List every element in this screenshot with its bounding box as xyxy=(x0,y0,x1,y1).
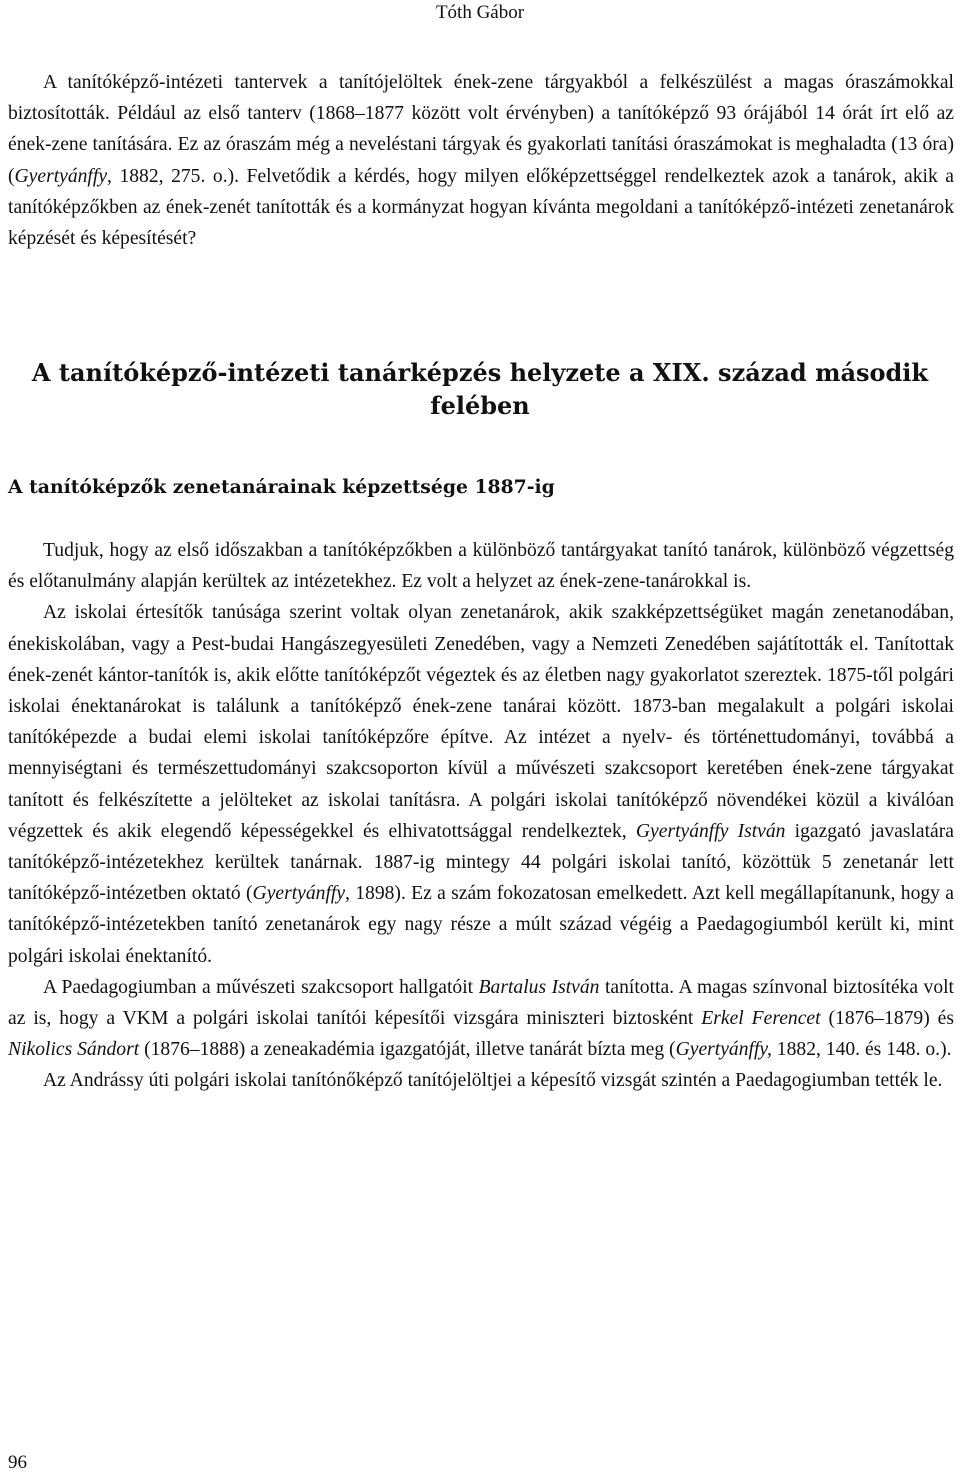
running-header: Tóth Gábor xyxy=(435,2,525,23)
section-title: A tanítóképző-intézeti tanárképzés helyzete a XIX. század második felében xyxy=(31,358,929,420)
intro-paragraph: A tanítóképző-intézeti tantervek a tanítójelöltek ének-zene tárgyakból a felkészülést a magas óraszámokkal biztosították. Például az első tanterv (1868–1877 között volt érvényben) a tanítóképző 93 órájából 14 órát írt elő az ének-zene tanítására. Ez az óraszám még a neveléstani tárgyak és gyakorlati tanítási óraszámokat is meghaladta (13 óra) (Gyertyánffy, 1882, 275. o.). Felvetődik a kérdés, hogy milyen előképzettséggel rendelkeztek azok a tanárok, akik a tanítóképzőkben az ének-zenét tanították és a kormányzat hogyan kívánta megoldani a tanítóképző-intézeti zenetanárok képzését és képesítését? xyxy=(8,72,954,250)
body-paragraph-1: Tudjuk, hogy az első időszakban a tanítóképzőkben a különböző tantárgyakat tanító tanárok, különböző végzettség és előtanulmány alapján kerültek az intézetekhez. Ez volt a helyzet az ének-zene-tanárokkal is. xyxy=(8,540,954,593)
person-name: Erkel Ferencet xyxy=(701,1008,821,1030)
body-paragraph-4: Az Andrássy úti polgári iskolai tanítónőképző tanítójelöltjei a képesítő vizsgát szintén a Paedagogiumban tették le. xyxy=(43,1070,943,1092)
citation-author: Gyertyánffy xyxy=(14,165,108,187)
subheading: A tanítóképzők zenetanárainak képzettsége 1887-ig xyxy=(8,476,555,498)
person-name: Gyertyánffy István xyxy=(635,820,786,842)
body-paragraph-2: Az iskolai értesítők tanúsága szerint voltak olyan zenetanárok, akik szakképzettségüket magán zenetanodában, énekiskolában, vagy a Pest-budai Hangászegyesületi Zenedében, vagy a Nemzeti Zenedében sajátították el. Tanítottak ének-zenét kántor-tanítók is, akik előtte tanítóképzőt végeztek és az életben nagy gyakorlatot szereztek. 1875-től polgári iskolai énektanárokat is találunk a tanítóképző ének-zene tanárai között. 1873-ban megalakult a polgári iskolai tanítóképezde a budai elemi iskolai tanítóképzőre építve. Az intézet a nyelv- és történettudományi, továbbá a mennyiségtani és természettudományi szakcsoporton kívül a művészeti szakcsoport keretében ének-zene tárgyakat tanított és felkészítette a jelölteket az iskolai tanításra. A polgári iskolai tanítóképző növendékei közül a kiválóan végzettek és akik elegendő képességekkel és elhivatottsággal rendelkeztek, Gyertyánffy István igazgató javaslatára tanítóképző-intézetekhez kerültek tanárnak. 1887-ig mintegy 44 polgári iskolai tanító, közöttük 5 zenetanár lett tanítóképző-intézetben oktató (Gyertyánffy, 1898). Ez a szám fokozatosan emelkedett. Azt kell megállapítanunk, hogy a tanítóképző-intézetekben tanító zenetanárok egy nagy része a múlt század végéig a Paedagogiumból került ki, mint polgári iskolai énektanító. xyxy=(8,602,954,967)
citation-author: Gyertyánffy, xyxy=(675,1039,772,1061)
body-paragraph-3: A Paedagogiumban a művészeti szakcsoport hallgatóit Bartalus István tanította. A magas színvonal biztosítéka volt az is, hogy a VKM a polgári iskolai tanítói képesítői vizsgára miniszteri biztosként Erkel Ferencet (1876–1879) és Nikolics Sándort (1876–1888) a zeneakadémia igazgatóját, illetve tanárát bízta meg (Gyertyánffy, 1882, 140. és 148. o.). xyxy=(8,976,955,1061)
page-number: 96 xyxy=(8,1452,27,1473)
person-name: Bartalus István xyxy=(478,976,600,998)
intro-section xyxy=(8,67,954,254)
citation-author: Gyertyánffy xyxy=(252,883,346,905)
person-name: Nikolics Sándort xyxy=(8,1039,140,1061)
body-section xyxy=(8,535,954,1097)
